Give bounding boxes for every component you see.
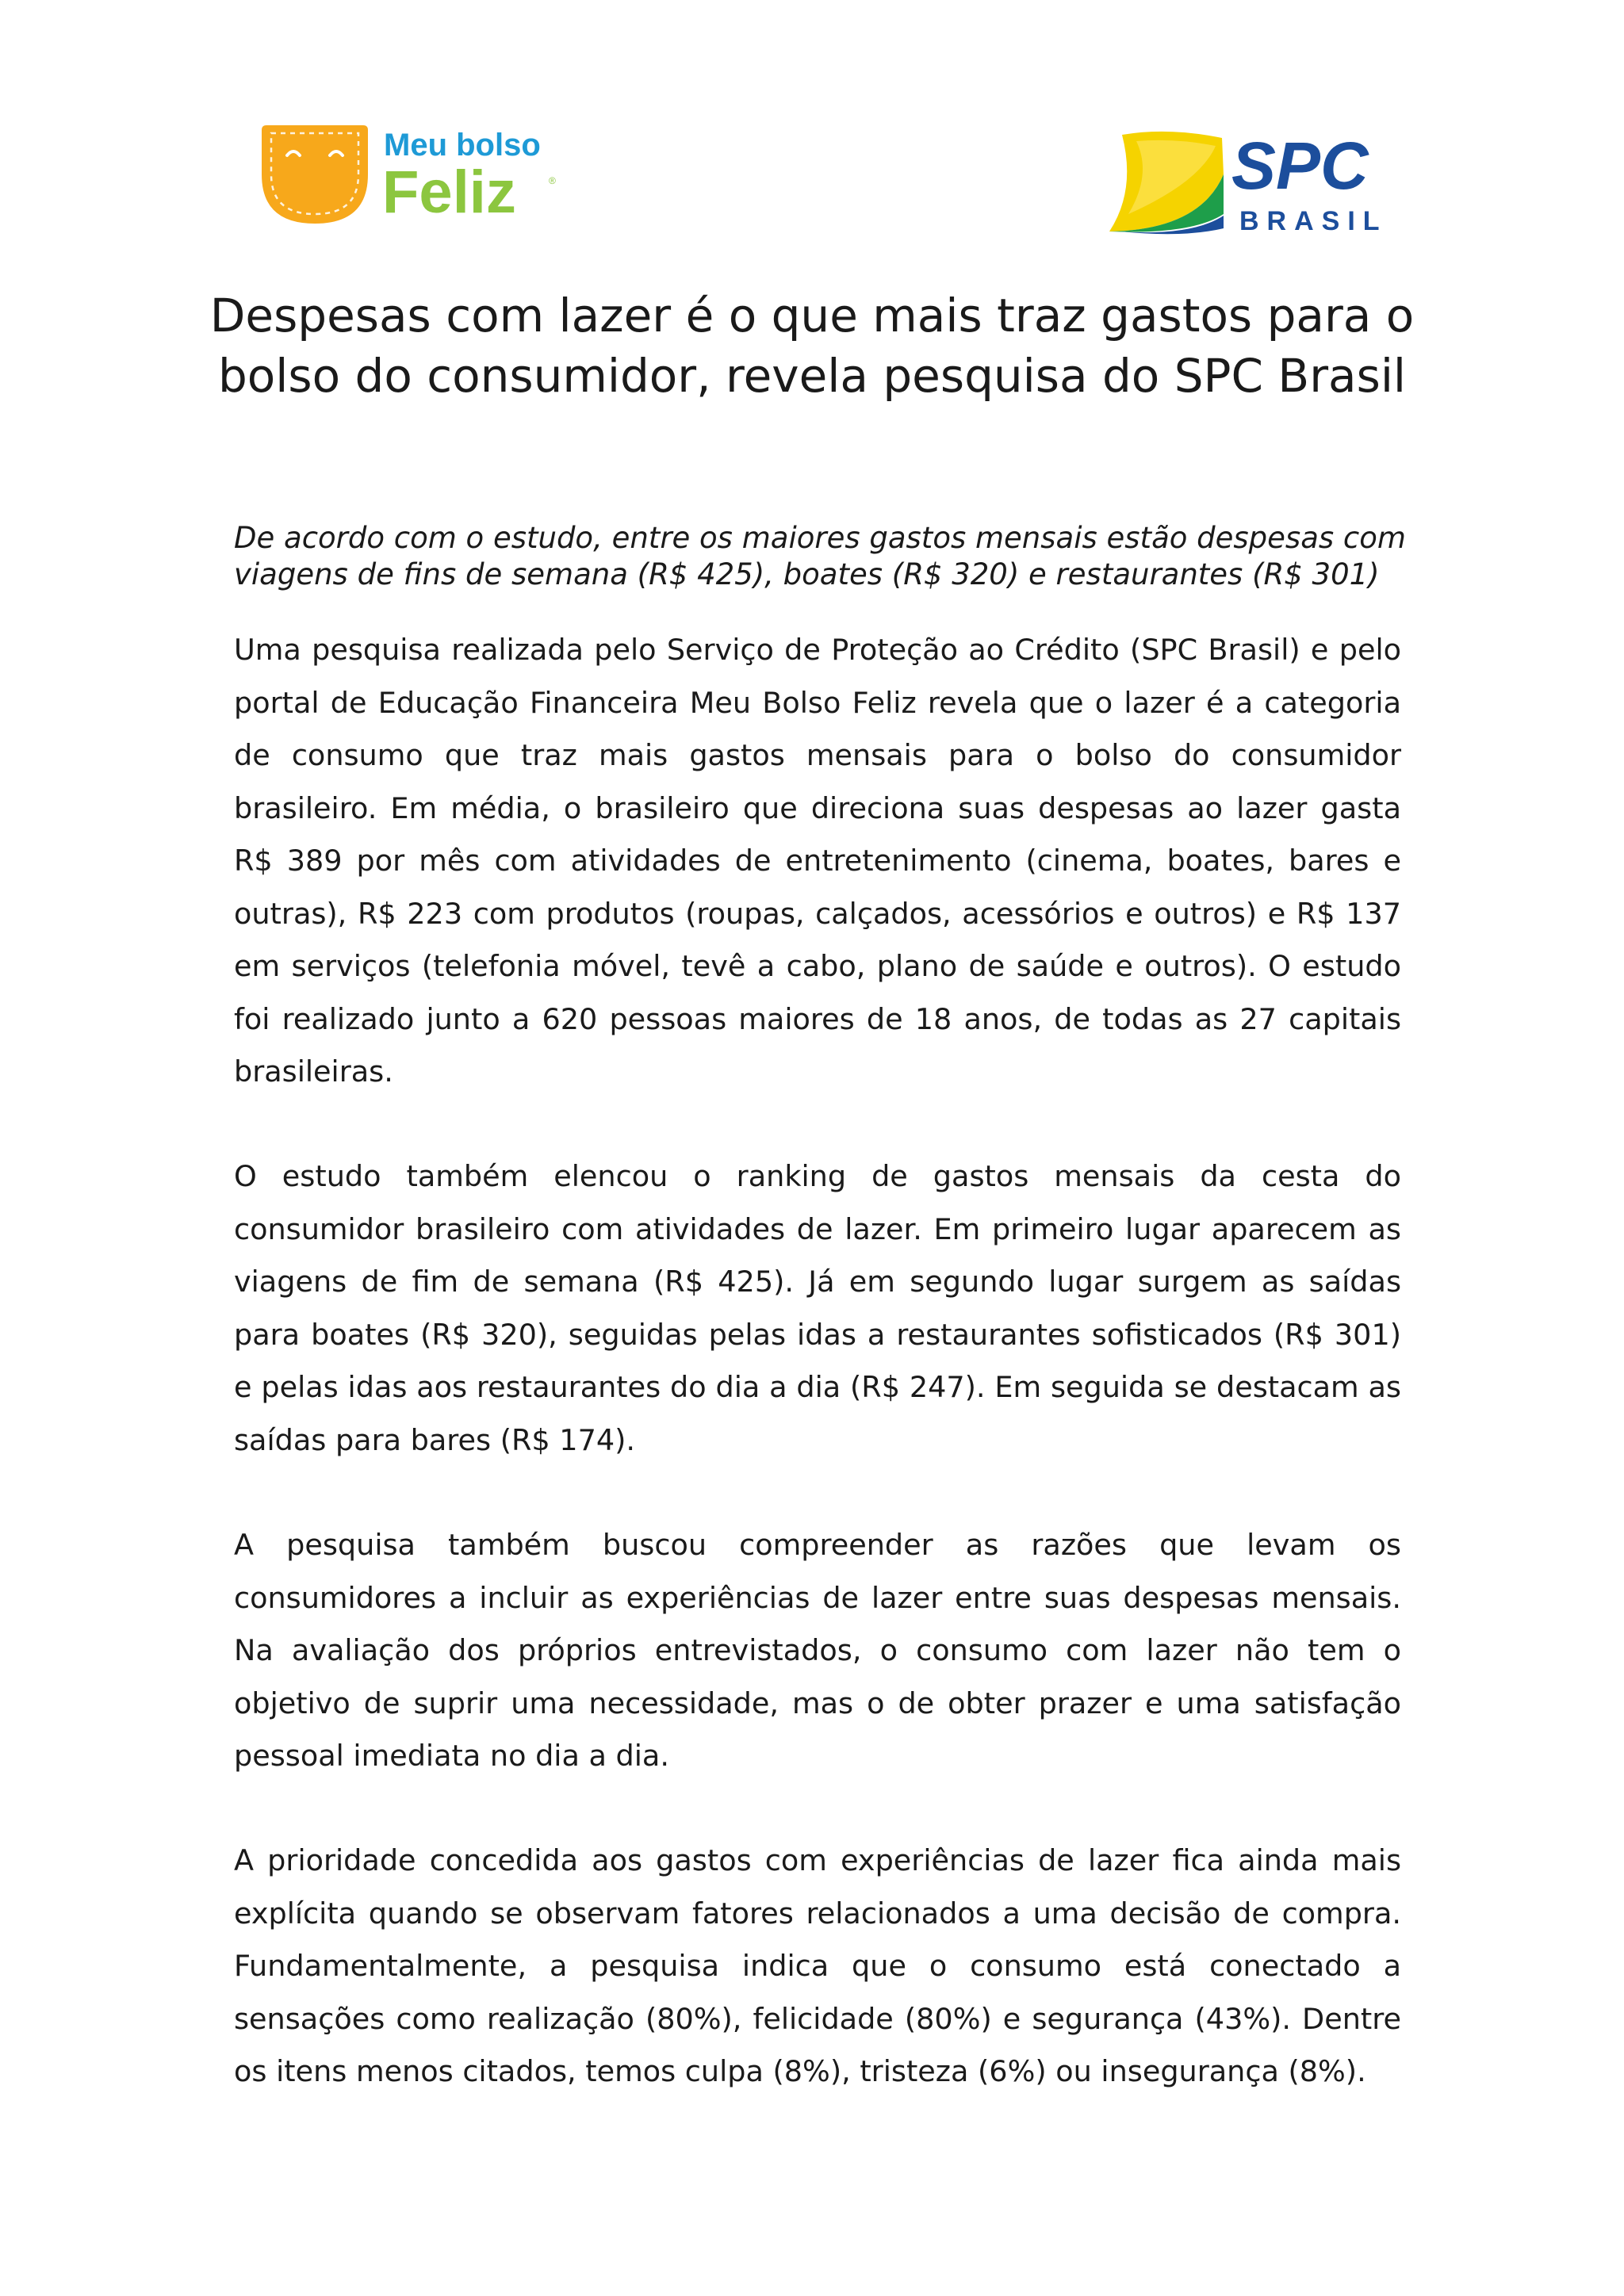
body-paragraph-4: A prioridade concedida aos gastos com experiências de lazer fica ainda mais explícita quando se observam fatores relacionados a uma decisão de compra. Fundamentalmente, a pesquisa indica que o consumo está conectado a sensações como realização (80%), felicidade (80%) e segurança (43%). Dentre os itens menos citados, temos culpa (8%), tristeza (6%) ou insegurança (8%). bbox=[234, 1843, 1401, 2088]
article-title: Despesas com lazer é o que mais traz gastos para o bolso do consumidor, revela pesquisa do SPC Brasil bbox=[209, 289, 1415, 403]
meu-bolso-feliz-logo bbox=[257, 119, 574, 226]
body-paragraph-1: Uma pesquisa realizada pelo Serviço de Proteção ao Crédito (SPC Brasil) e pelo portal de Educação Financeira Meu Bolso Feliz revela que o lazer é a categoria de consumo que traz mais gastos mensais para o bolso do consumidor brasileiro. Em média, o brasileiro que direciona suas despesas ao lazer gasta R$ 389 por mês com atividades de entretenimento (cinema, boates, bares e outras), R$ 223 com produtos (roupas, calçados, acessórios e outros) e R$ 137 em serviços (telefonia móvel, tevê a cabo, plano de saúde e outros). O estudo foi realizado junto a 620 pessoas maiores de 18 anos, de todas as 27 capitais brasileiras. bbox=[234, 633, 1401, 1089]
spc-brasil-logo bbox=[1105, 127, 1390, 238]
body-paragraph-3: A pesquisa também buscou compreender as razões que levam os consumidores a incluir as experiências de lazer entre suas despesas mensais. Na avaliação dos próprios entrevistados, o consumo com lazer não tem o objetivo de suprir uma necessidade, mas o de obter prazer e uma satisfação pessoal imediata no dia a dia. bbox=[234, 1528, 1401, 1773]
svg-text:BRASIL: BRASIL bbox=[1239, 206, 1388, 236]
body-paragraph-2: O estudo também elencou o ranking de gastos mensais da cesta do consumidor brasileiro com atividades de lazer. Em primeiro lugar aparecem as viagens de fim de semana (R$ 425). Já em segundo lugar surgem as saídas para boates (R$ 320), seguidas pelas idas a restaurantes sofisticados (R$ 301) e pelas idas aos restaurantes do dia a dia (R$ 247). Em seguida se destacam as saídas para bares (R$ 174). bbox=[234, 1159, 1401, 1457]
spc-flag-icon bbox=[1105, 127, 1390, 238]
svg-text:®: ® bbox=[549, 175, 556, 186]
smiley-pocket-icon bbox=[257, 119, 574, 226]
article-subtitle: De acordo com o estudo, entre os maiores gastos mensais estão despesas com viagens de fins de semana (R$ 425), boates (R$ 320) e restaurantes (R$ 301) bbox=[234, 521, 1406, 591]
svg-text:Feliz: Feliz bbox=[382, 159, 516, 226]
svg-text:SPC: SPC bbox=[1231, 128, 1369, 203]
svg-text:Meu bolso: Meu bolso bbox=[384, 128, 541, 163]
